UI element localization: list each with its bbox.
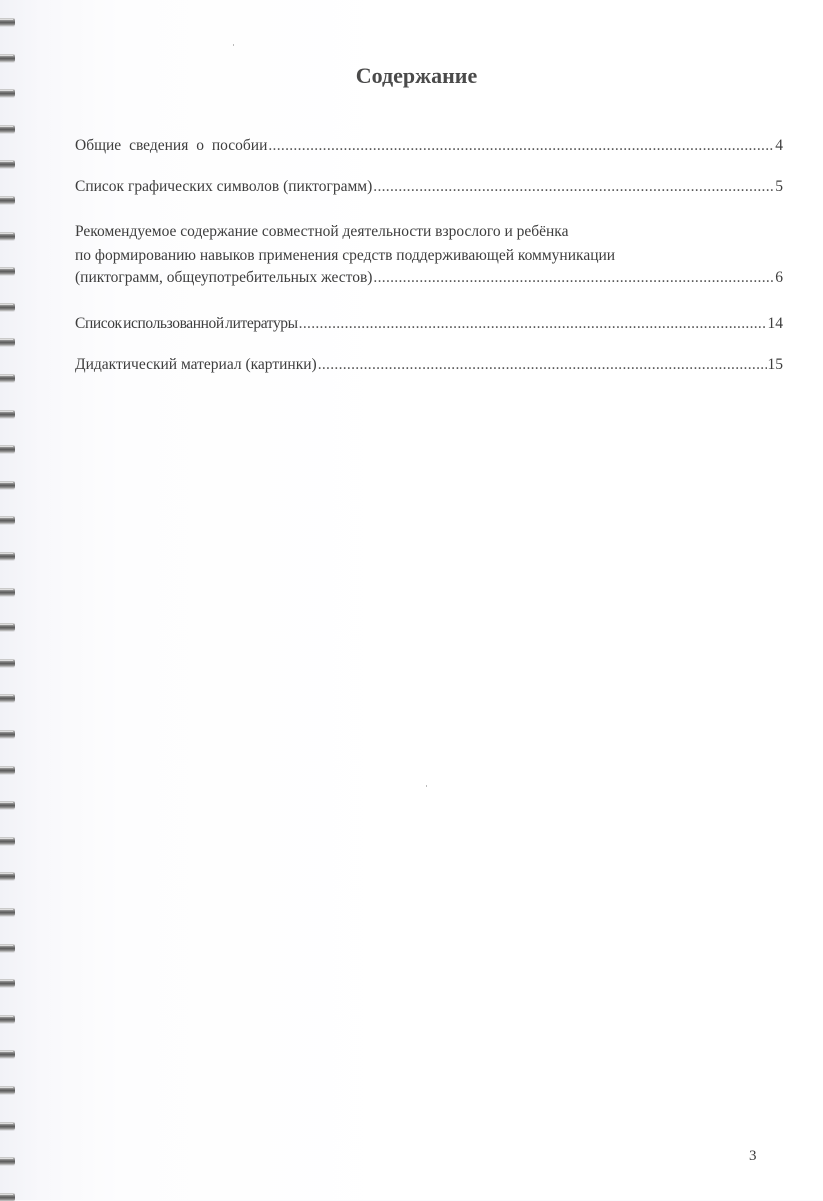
toc-entry-title-line: (пиктограмм, общеупотребительных жестов) — [75, 269, 373, 286]
binding-ring — [0, 196, 15, 204]
binding-ring — [0, 303, 15, 311]
binding-ring — [0, 837, 15, 845]
binding-ring — [0, 623, 15, 631]
binding-ring — [0, 125, 15, 133]
toc-entry-page: 14 — [767, 315, 783, 332]
toc-entry[interactable] — [75, 136, 783, 156]
binding-ring — [0, 374, 15, 382]
toc-entry[interactable] — [75, 314, 783, 334]
binding-ring — [0, 552, 15, 560]
toc-entry-page: 15 — [767, 356, 783, 373]
toc-entry-title-line: по формированию навыков применения средств поддерживающей коммуникации — [75, 247, 616, 264]
binding-ring — [0, 944, 15, 952]
toc-entry-page: 4 — [775, 137, 783, 154]
binding-ring — [0, 694, 15, 702]
binding-ring — [0, 89, 15, 97]
toc-entry-title: Общие сведения о пособии — [75, 137, 268, 154]
toc-entry-title: Дидактический материал (картинки) — [75, 356, 317, 373]
page-title: Содержание — [355, 63, 478, 88]
toc-entry-title: Список использованной литературы — [75, 315, 298, 332]
binding-ring — [0, 588, 15, 596]
binding-ring — [0, 659, 15, 667]
binding-ring — [0, 872, 15, 880]
paper-speck — [233, 44, 234, 46]
binding-ring — [0, 730, 15, 738]
binding-ring — [0, 908, 15, 916]
binding-ring — [0, 516, 15, 524]
binding-ring — [0, 160, 15, 168]
page-number: 3 — [749, 1148, 757, 1164]
binding-ring — [0, 1122, 15, 1130]
binding-ring — [0, 801, 15, 809]
dot-leader — [373, 268, 774, 288]
binding-ring — [0, 18, 15, 26]
dot-leader — [373, 177, 774, 197]
dot-leader — [299, 314, 767, 334]
binding-ring — [0, 1086, 15, 1094]
binding-ring — [0, 54, 15, 62]
binding-ring — [0, 979, 15, 987]
paper-speck — [426, 785, 427, 787]
toc-entry-page: 5 — [775, 178, 783, 195]
binding-ring — [0, 1015, 15, 1023]
toc-entry-title-line: Рекомендуемое содержание совместной деятельности взрослого и ребёнка — [75, 223, 569, 240]
toc-entry-title: Список графических символов (пиктограмм) — [75, 178, 373, 195]
binding-ring — [0, 338, 15, 346]
spiral-binding — [0, 0, 20, 1200]
binding-ring — [0, 267, 15, 275]
toc-entry[interactable] — [75, 177, 783, 197]
binding-ring — [0, 481, 15, 489]
toc-entry-page: 6 — [775, 269, 783, 286]
dot-leader — [268, 136, 774, 156]
binding-ring — [0, 410, 15, 418]
binding-ring — [0, 232, 15, 240]
binding-ring — [0, 1050, 15, 1058]
binding-ring — [0, 766, 15, 774]
toc-entry[interactable] — [75, 355, 783, 375]
binding-ring — [0, 1157, 15, 1165]
binding-ring — [0, 445, 15, 453]
toc-entry[interactable] — [75, 222, 783, 288]
dot-leader — [318, 355, 767, 375]
